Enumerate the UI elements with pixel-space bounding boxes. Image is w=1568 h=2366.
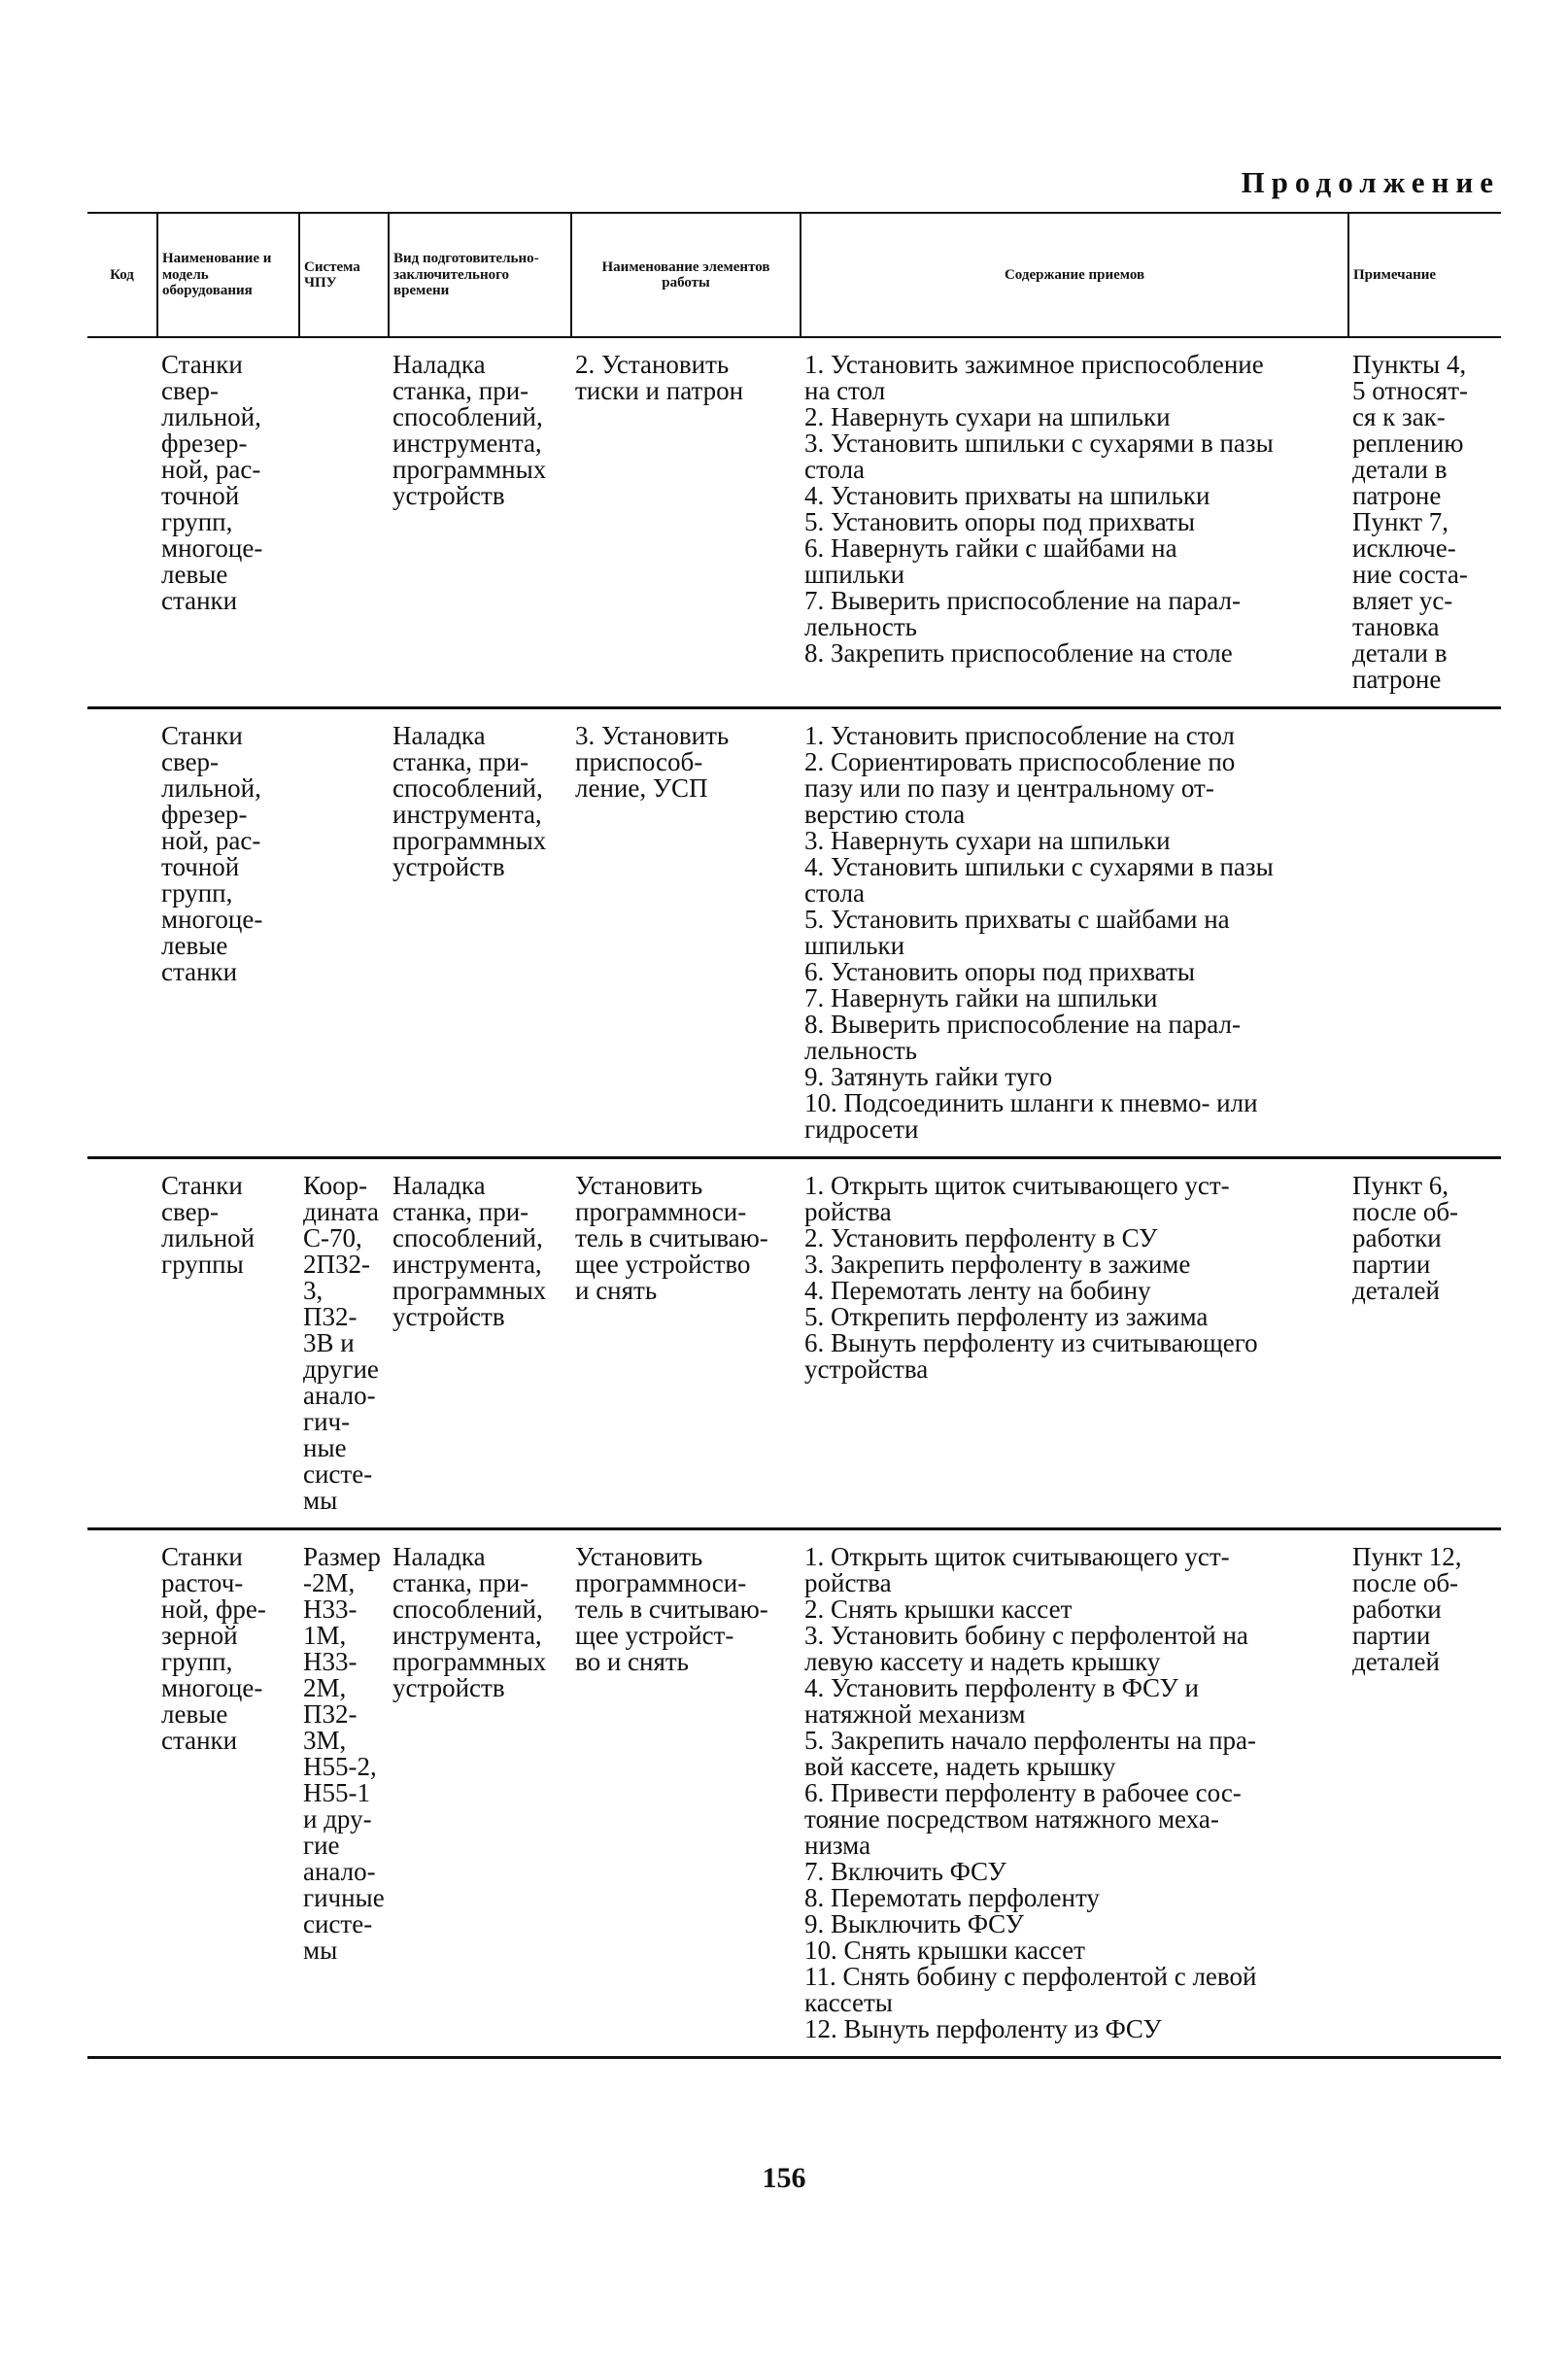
cell-time-type-text: Наладка станка, при- способлений, инструмента, программных устройств: [392, 1542, 547, 1702]
step-item: 6. Навернуть гайки с шайбами на шпильки: [804, 533, 1177, 589]
cell-equipment-text: Станки расточ- ной, фре- зерной групп, многоце- левые станки: [161, 1542, 266, 1755]
step-item: 1. Установить приспособление на стол: [804, 721, 1235, 750]
cell-time-type-text: Наладка станка, при- способлений, инструмента, программных устройств: [392, 721, 547, 881]
step-item: 5. Установить опоры под прихваты: [804, 507, 1195, 536]
cell-note: [1348, 337, 1501, 708]
cell-equipment: [157, 1529, 299, 2058]
cell-note: [1348, 1529, 1501, 2058]
column-header-code: Код: [87, 213, 157, 337]
step-item: 9. Затянуть гайки туго: [804, 1062, 1053, 1091]
step-item: 10. Подсоединить шланги к пневмо- или гидросети: [804, 1088, 1258, 1144]
cell-time-type-text: Наладка станка, при- способлений, инструмента, программных устройств: [392, 1171, 547, 1331]
cell-time-type: [389, 337, 571, 708]
steps-list: [804, 1544, 1345, 2042]
cell-equipment: [157, 1158, 299, 1529]
cell-time-type: [389, 708, 571, 1158]
cell-cnc-text: Размер -2М, Н33- 1М, Н33- 2М, П32- 3М, Н55-2, Н55-1 и дру- гие анало- гичные систе- мы: [303, 1542, 385, 1965]
cell-steps: [801, 1529, 1348, 2058]
step-item: 3. Закрепить перфоленту в зажиме: [804, 1250, 1191, 1279]
step-item: 7. Включить ФСУ: [804, 1857, 1006, 1886]
step-item: 1. Установить зажимное приспособление на стол: [804, 350, 1264, 405]
cell-equipment-text: Станки свер- лильной, фрезер- ной, рас- точной групп, многоце- левые станки: [161, 721, 263, 986]
step-item: 4. Установить перфоленту в ФСУ и натяжной механизм: [804, 1673, 1199, 1729]
cell-note: [1348, 1158, 1501, 1529]
cell-element-text: Установить программноси- тель в считываю- щее устройство и снять: [575, 1171, 768, 1305]
step-item: 6. Установить опоры под прихваты: [804, 957, 1195, 986]
cell-element-text: Установить программноси- тель в считываю- щее устройст- во и снять: [575, 1542, 768, 1676]
column-header-element: Наименование элементов работы: [571, 213, 801, 337]
continuation-label: Продолжение: [1241, 165, 1500, 199]
step-item: 5. Открепить перфоленту из зажима: [804, 1302, 1209, 1331]
cell-note: [1348, 708, 1501, 1158]
step-item: 2. Установить перфоленту в СУ: [804, 1223, 1158, 1252]
table-header-row: [87, 213, 1501, 337]
cell-code: [87, 337, 157, 708]
cell-steps: [801, 708, 1348, 1158]
cell-cnc-text: Коор- дината С-70, 2П32- 3, П32- 3В и другие анало- гич- ные систе- мы: [303, 1171, 380, 1515]
step-item: 7. Навернуть гайки на шпильки: [804, 983, 1158, 1012]
step-item: 12. Вынуть перфоленту из ФСУ: [804, 2014, 1162, 2043]
steps-list: [804, 1173, 1345, 1383]
cell-cnc: [299, 337, 389, 708]
cell-element-text: 2. Установить тиски и патрон: [575, 350, 744, 405]
step-item: 8. Перемотать перфоленту: [804, 1883, 1100, 1912]
step-item: 4. Установить прихваты на шпильки: [804, 481, 1210, 510]
column-header-equipment: Наименование и модель оборудования: [157, 213, 299, 337]
step-item: 10. Снять крышки кассет: [804, 1936, 1085, 1965]
operations-table-container: [87, 212, 1501, 2059]
table-body: [87, 337, 1501, 2058]
cell-equipment: [157, 337, 299, 708]
step-item: 2. Снять крышки кассет: [804, 1594, 1073, 1624]
cell-element: [571, 708, 801, 1158]
steps-list: [804, 723, 1345, 1143]
column-header-note: Примечание: [1348, 213, 1501, 337]
page-number: 156: [762, 2162, 806, 2194]
cell-cnc: [299, 708, 389, 1158]
cell-note-text: Пункт 6, после об- работки партии деталей: [1352, 1171, 1459, 1305]
step-item: 3. Установить бобину с перфолентой на левую кассету и надеть крышку: [804, 1621, 1248, 1676]
step-item: 5. Закрепить начало перфоленты на пра- вой кассете, надеть крышку: [804, 1726, 1257, 1781]
column-header-cnc: Система ЧПУ: [299, 213, 389, 337]
table-row: [87, 1158, 1501, 1529]
table-row: [87, 337, 1501, 708]
cell-equipment-text: Станки свер- лильной, фрезер- ной, рас- точной групп, многоце- левые станки: [161, 350, 263, 615]
step-item: 4. Установить шпильки с сухарями в пазы стола: [804, 852, 1274, 908]
cell-code: [87, 1529, 157, 2058]
table-row: [87, 708, 1501, 1158]
cell-time-type-text: Наладка станка, при- способлений, инструмента, программных устройств: [392, 350, 547, 510]
step-item: 1. Открыть щиток считывающего уст- ройства: [804, 1542, 1230, 1597]
step-item: 5. Установить прихваты с шайбами на шпильки: [804, 905, 1230, 960]
step-item: 11. Снять бобину с перфолентой с левой кассеты: [804, 1962, 1257, 2017]
step-item: 7. Выверить приспособление на парал- лельность: [804, 586, 1241, 641]
step-item: 9. Выключить ФСУ: [804, 1909, 1024, 1938]
cell-time-type: [389, 1158, 571, 1529]
cell-element-text: 3. Установить приспособ- ление, УСП: [575, 721, 730, 803]
cell-element: [571, 337, 801, 708]
cell-time-type: [389, 1529, 571, 2058]
step-item: 6. Привести перфоленту в рабочее сос- тояние посредством натяжного меха- низма: [804, 1778, 1242, 1860]
cell-note-text: Пункты 4, 5 относят- ся к зак- реплению детали в патроне Пункт 7, исключе- ние соста- вляет ус- тановка детали в патроне: [1352, 350, 1469, 694]
cell-cnc: [299, 1529, 389, 2058]
column-header-time-type: Вид подготовительно-заключительного времени: [389, 213, 571, 337]
step-item: 2. Навернуть сухари на шпильки: [804, 402, 1171, 431]
cell-steps: [801, 1158, 1348, 1529]
cell-element: [571, 1529, 801, 2058]
cell-cnc: [299, 1158, 389, 1529]
cell-code: [87, 1158, 157, 1529]
step-item: 3. Навернуть сухари на шпильки: [804, 826, 1171, 855]
column-header-steps: Содержание приемов: [801, 213, 1348, 337]
cell-steps: [801, 337, 1348, 708]
step-item: 3. Установить шпильки с сухарями в пазы стола: [804, 429, 1274, 484]
cell-note-text: Пункт 12, после об- работки партии деталей: [1352, 1542, 1462, 1676]
cell-equipment-text: Станки свер- лильной группы: [161, 1171, 256, 1279]
step-item: 6. Вынуть перфоленту из считывающего устройства: [804, 1328, 1258, 1384]
step-item: 4. Перемотать ленту на бобину: [804, 1276, 1151, 1305]
step-item: 1. Открыть щиток считывающего уст- ройства: [804, 1171, 1230, 1226]
cell-equipment: [157, 708, 299, 1158]
operations-table: [87, 212, 1501, 2059]
table-row: [87, 1529, 1501, 2058]
cell-code: [87, 708, 157, 1158]
step-item: 2. Сориентировать приспособление по пазу или по пазу и центральному от- верстию стола: [804, 747, 1236, 829]
cell-element: [571, 1158, 801, 1529]
steps-list: [804, 352, 1345, 667]
step-item: 8. Выверить приспособление на парал- лельность: [804, 1010, 1241, 1065]
step-item: 8. Закрепить приспособление на столе: [804, 638, 1233, 668]
